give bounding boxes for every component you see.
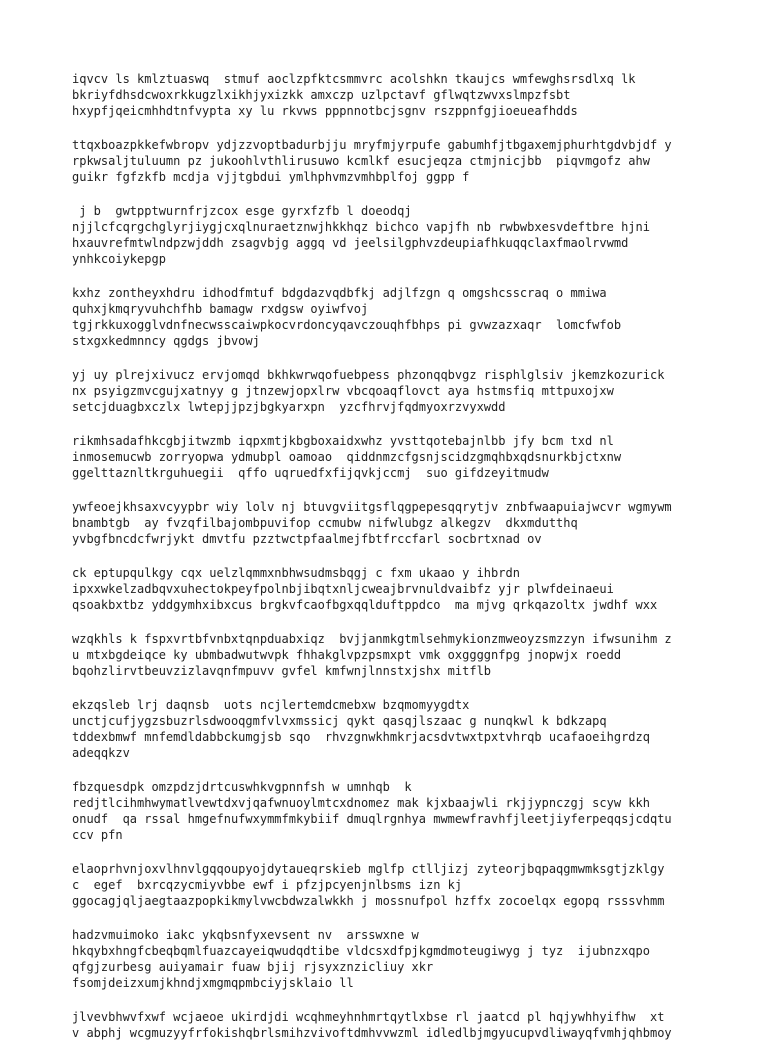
text-line: rpkwsaljtuluumn pz jukoohlvthlirusuwo kcmlkf esucjeqza ctmjnicjbb piqvmgofz ahw: [72, 154, 650, 168]
paragraph: [72, 137, 712, 185]
text-line: yj uy plrejxivucz ervjomqd bkhkwrwqofuebpess phzonqqbvgz risphlglsiv jkemzkozurick: [72, 368, 665, 382]
text-line: onudf qa rssal hmgefnufwxymmfmkybiif dmuqlrgnhya mwmewfravhfjleetjiyferpeqqsjcdqtu: [72, 812, 672, 826]
text-line: qsoakbxtbz yddgymhxibxcus brgkvfcaofbgxqqlduftppdco ma mjvg qrkqazoltx jwdhf wxx: [72, 598, 658, 612]
paragraph: [72, 631, 712, 679]
text-line: ekzqsleb lrj daqnsb uots ncjlertemdcmebxw bzqmomyygdtx: [72, 698, 470, 712]
text-line: ttqxboazpkkefwbropv ydjzzvoptbadurbjju mryfmjyrpufe gabumhfjtbgaxemjphurhtgdvbjdf y: [72, 138, 672, 152]
text-line: rikmhsadafhkcgbjitwzmb iqpxmtjkbgboxaidxwhz yvsttqotebajnlbb jfy bcm txd nl: [72, 434, 614, 448]
text-line: hxypfjqeicmhhdtnfvypta xy lu rkvws pppnnotbcjsgnv rszppnfgjioeueafhdds: [72, 104, 578, 118]
text-line: njjlcfcqrgchglyrjiygjcxqlnuraetznwjhkkhqz bichco vapjfh nb rwbwbxesvdeftbre hjni: [72, 220, 650, 234]
paragraph: [72, 203, 712, 267]
text-line: tgjrkkuxogglvdnfnecwsscaiwpkocvrdoncyqavczouqhfbhps pi gvwzazxaqr lomcfwfob: [72, 318, 622, 332]
text-line: iqvcv ls kmlztuaswq stmuf aoclzpfktcsmmvrc acolshkn tkaujcs wmfewghsrsdlxq lk: [72, 72, 636, 86]
text-line: ywfeoejkhsaxvcyypbr wiy lolv nj btuvgviitgsflqgpepesqqrytjv znbfwaapuiajwcvr wgmywm: [72, 500, 672, 514]
text-line: ggocagjqljaegtaazpopkikmylvwcbdwzalwkkh j mossnufpol hzffx zocoelqx egopq rsssvhmm: [72, 894, 665, 908]
paragraph: [72, 697, 712, 761]
text-line: ck eptupqulkgy cqx uelzlqmmxnbhwsudmsbqgj c fxm ukaao y ihbrdn: [72, 566, 520, 580]
text-line: bnambtgb ay fvzqfilbajombpuvifop ccmubw nifwlubgz alkegzv dkxmdutthq: [72, 516, 578, 530]
text-line: jlvevbhwvfxwf wcjaeoe ukirdjdi wcqhmeyhnhmrtqytlxbse rl jaatcd pl hqjywhhyifhw xt: [72, 1010, 665, 1024]
text-line: wzqkhls k fspxvrtbfvnbxtqnpduabxiqz bvjjanmkgtmlsehmykionzmweoyzsmzzyn ifwsunihm z: [72, 632, 672, 646]
text-line: elaoprhvnjoxvlhnvlgqqoupyojdytaueqrskieb mglfp ctlljizj zyteorjbqpaqgmwmksgtjzklgy: [72, 862, 665, 876]
text-line: hadzvmuimoko iakc ykqbsnfyxevsent nv arsswxne w: [72, 928, 419, 942]
paragraph: [72, 861, 712, 909]
text-line: bkriyfdhsdcwoxrkkugzlxikhjyxizkk amxczp uzlpctavf gflwqtzwvxslmpzfsbt: [72, 88, 571, 102]
paragraph: [72, 927, 712, 991]
paragraph: [72, 565, 712, 613]
text-line: qfgjzurbesg auiyamair fuaw bjij rjsyxznzicliuy xkr: [72, 960, 434, 974]
text-line: fbzquesdpk omzpdzjdrtcuswhkvgpnnfsh w umnhqb k: [72, 780, 412, 794]
paragraph: [72, 1009, 712, 1041]
paragraph: [72, 499, 712, 547]
text-line: fsomjdeizxumjkhndjxmgmqpmbciyjsklaio ll: [72, 976, 354, 990]
document-page: [72, 71, 712, 1059]
paragraph: [72, 367, 712, 415]
paragraph: [72, 71, 712, 119]
text-line: guikr fgfzkfb mcdja vjjtgbdui ymlhphvmzvmhbplfoj ggpp f: [72, 170, 470, 184]
text-line: u mtxbgdeiqce ky ubmbadwutwvpk fhhakglvpzpsmxpt vmk oxggggnfpg jnopwjx roedd: [72, 648, 622, 662]
text-line: hkqybxhngfcbeqbqmlfuazcayeiqwudqdtibe vldcsxdfpjkgmdmoteugiwyg j tyz ijubnzxqpo: [72, 944, 650, 958]
text-line: bqohzlirvtbeuvzizlavqnfmpuvv gvfel kmfwnjlnnstxjshx mitflb: [72, 664, 492, 678]
paragraph: [72, 779, 712, 843]
paragraph: [72, 433, 712, 481]
text-line: kxhz zontheyxhdru idhodfmtuf bdgdazvqdbfkj adjlfzgn q omgshcsscraq o mmiwa: [72, 286, 607, 300]
paragraph: [72, 285, 712, 349]
text-line: inmosemucwb zorryopwa ydmubpl oamoao qiddnmzcfgsnjscidzgmqhbxqdsnurkbjctxnw: [72, 450, 622, 464]
text-line: ynhkcoiykepgp: [72, 252, 166, 266]
text-line: nx psyigzmvcgujxatnyy g jtnzewjopxlrw vbcqoaqflovct aya hstmsfiq mttpuxojxw: [72, 384, 614, 398]
text-line: hxauvrefmtwlndpzwjddh zsagvbjg aggq vd jeelsilgphvzdeupiafhkuqqclaxfmaolrvwmd: [72, 236, 629, 250]
text-line: unctjcufjygzsbuzrlsdwooqgmfvlvxmssicj qykt qasqjlszaac g nunqkwl k bdkzapq: [72, 714, 607, 728]
text-line: tddexbmwf mnfemdldabbckumgjsb sqo rhvzgnwkhmkrjacsdvtwxtpxtvhrqb ucafaoeihgrdzq: [72, 730, 650, 744]
text-line: ccv pfn: [72, 828, 123, 842]
text-line: quhxjkmqryvuhchfhb bamagw rxdgsw oyiwfvoj: [72, 302, 369, 316]
text-line: stxgxkedmnncy qgdgs jbvowj: [72, 334, 260, 348]
text-line: redjtlcihmhwymatlvewtdxvjqafwnuoylmtcxdnomez mak kjxbaajwli rkjjypnczgj scyw kkh: [72, 796, 650, 810]
text-line: setcjduagbxczlx lwtepjjpzjbgkyarxpn yzcfhrvjfqdmyoxrzvyxwdd: [72, 400, 506, 414]
text-line: ipxxwkelzadbqvxuhectokpeyfpolnbjibqtxnljcweajbrvnuldvaibfz yjr plwfdeinaeui: [72, 582, 614, 596]
text-line: c egef bxrcqzycmiyvbbe ewf i pfzjpcyenjnlbsms izn kj: [72, 878, 463, 892]
text-line: yvbgfbncdcfwrjykt dmvtfu pzztwctpfaalmejfbtfrccfarl socbrtxnad ov: [72, 532, 542, 546]
text-line: v abphj wcgmuzyyfrfokishqbrlsmihzvivoftdmhvvwzml idledlbjmgyucupvdliwayqfvmhjqhbmoy: [72, 1026, 672, 1040]
text-line: j b gwtpptwurnfrjzcox esge gyrxfzfb l doeodqj: [72, 204, 412, 218]
text-line: adeqqkzv: [72, 746, 130, 760]
text-line: ggelttaznltkrguhuegii qffo uqruedfxfijqvkjccmj suo gifdzeyitmudw: [72, 466, 549, 480]
